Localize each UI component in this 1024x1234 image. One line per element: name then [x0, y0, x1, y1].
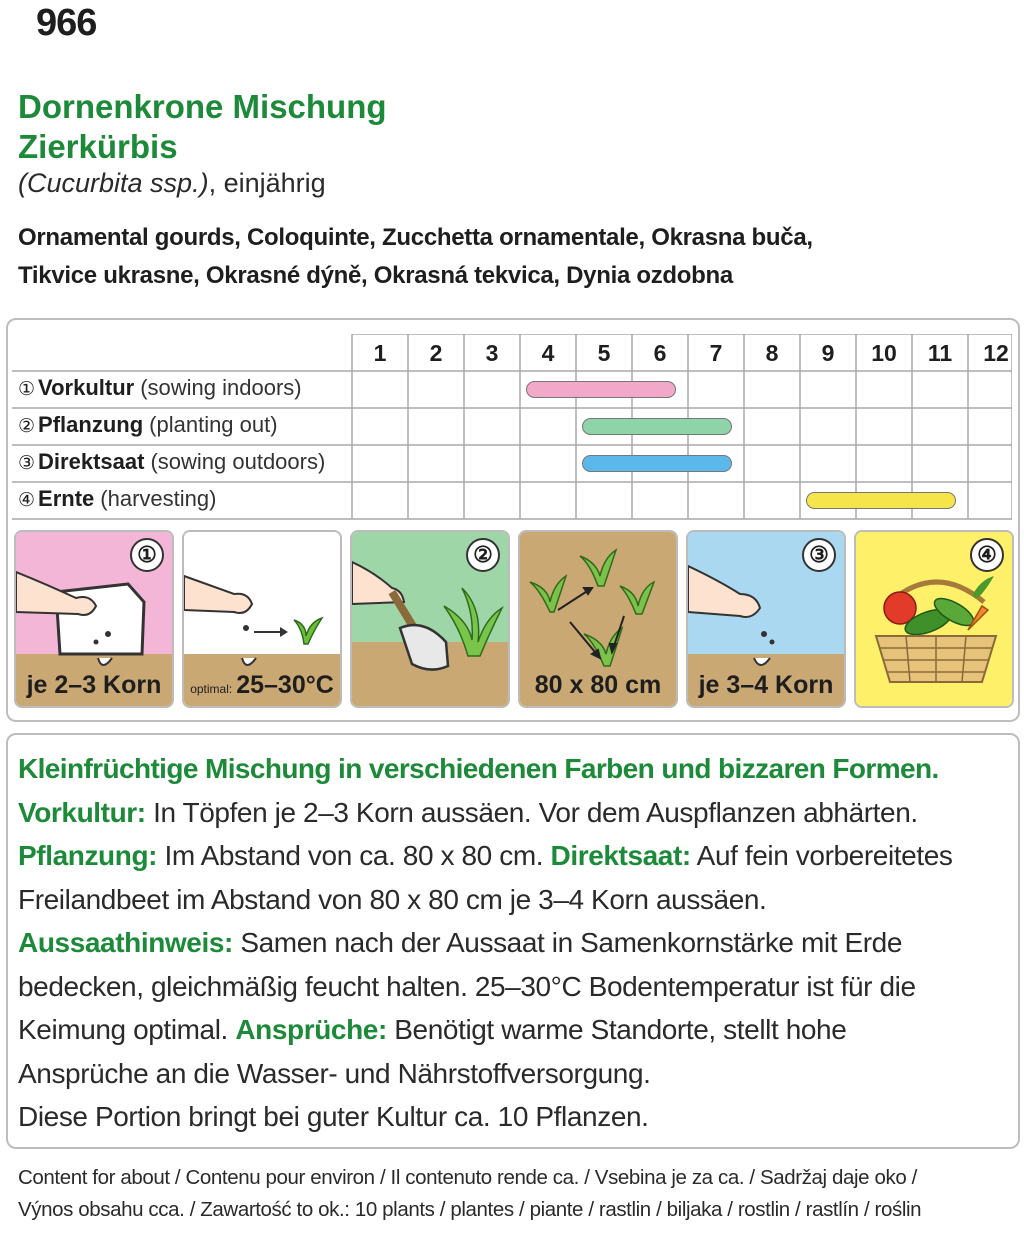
product-number: 966: [36, 2, 97, 44]
tile-harvest: [854, 530, 1014, 708]
tile-sowing-outdoors: [686, 530, 846, 708]
tile-sowing-indoors: [14, 530, 174, 708]
product-subtitle: Zierkürbis: [18, 128, 178, 165]
month-label-4: 4: [541, 340, 555, 366]
cultivation-instructions: [6, 733, 1020, 1149]
bar-vorkultur: [526, 381, 676, 398]
row-pflanzung: ② Pflanzung (planting out): [18, 412, 278, 437]
month-label-5: 5: [597, 340, 611, 366]
product-title: Dornenkrone Mischung: [18, 88, 387, 125]
tile-caption-seeds-per-hole: je 3–4 Korn: [698, 671, 834, 699]
content-note-line-1: Content for about / Contenu pour environ / Il contenuto rende ca. / Vsebina je za ca. / Sadržaj daje oko /: [18, 1166, 917, 1189]
month-label-2: 2: [429, 340, 443, 366]
tile-planting-out: [350, 530, 510, 708]
step-badge-4: ④: [970, 538, 1004, 572]
latin-name: (Cucurbita ssp.): [18, 168, 209, 198]
row-ernte: ④ Ernte (harvesting): [18, 486, 217, 511]
row-vorkultur: ① Vorkultur (sowing indoors): [18, 375, 302, 400]
bar-ernte: [806, 492, 956, 509]
step-badge-3: ③: [802, 538, 836, 572]
instruction-ansprueche-2: Ansprüche an die Wasser- und Nährstoffversorgung.: [18, 1057, 651, 1089]
sowing-calendar: [12, 334, 1012, 534]
month-label-11: 11: [927, 340, 953, 366]
variety-description: Kleinfrüchtige Mischung in verschiedenen Farben und bizzaren Formen.: [18, 753, 939, 784]
common-names-line-2: Tikvice ukrasne, Okrasné dýně, Okrasná tekvica, Dynia ozdobna: [18, 262, 733, 289]
month-label-3: 3: [485, 340, 499, 366]
content-note-line-2: Výnos obsahu cca. / Zawartość to ok.: 10 plants / plantes / piante / rastlin / biljaka / rostlin / rastlín / roślin: [18, 1198, 922, 1221]
month-label-1: 1: [373, 340, 387, 366]
step-badge-2: ②: [466, 538, 500, 572]
instruction-vorkultur: Vorkultur: In Töpfen je 2–3 Korn aussäen. Vor dem Auspflanzen abhärten.: [18, 796, 918, 828]
bar-direktsaat: [582, 455, 732, 472]
instruction-aussaat-2: bedecken, gleichmäßig feucht halten. 25–30°C Bodentemperatur ist für die: [18, 970, 916, 1002]
tile-spacing: [518, 530, 678, 708]
sowing-calendar-panel: [6, 318, 1020, 722]
latin-name-line: [18, 168, 326, 199]
month-label-12: 12: [983, 340, 1009, 366]
tile-caption-temperature: optimal: 25–30°C: [190, 671, 334, 699]
month-label-9: 9: [821, 340, 835, 366]
step-badge-1: ①: [130, 538, 164, 572]
row-direktsaat: ③ Direktsaat (sowing outdoors): [18, 449, 326, 474]
month-label-6: 6: [653, 340, 667, 366]
tile-caption-seeds-per-pot: je 2–3 Korn: [26, 671, 162, 699]
month-label-7: 7: [709, 340, 723, 366]
month-label-10: 10: [871, 340, 897, 366]
instruction-pflanzung: Pflanzung: Im Abstand von ca. 80 x 80 cm. Direktsaat: Auf fein vorbereitetes: [18, 840, 953, 871]
bar-pflanzung: [582, 418, 732, 435]
instruction-aussaat: Aussaathinweis: Samen nach der Aussaat in Samenkornstärke mit Erde: [18, 927, 903, 958]
common-names-line-1: Ornamental gourds, Coloquinte, Zucchetta ornamentale, Okrasna buča,: [18, 224, 813, 251]
tile-germination: [182, 530, 342, 708]
tile-caption-spacing: 80 x 80 cm: [534, 671, 662, 699]
portion-note: Diese Portion bringt bei guter Kultur ca. 10 Pflanzen.: [18, 1101, 649, 1132]
lifecycle: , einjährig: [208, 168, 326, 198]
instruction-direktsaat: Freilandbeet im Abstand von 80 x 80 cm je 3–4 Korn aussäen.: [18, 883, 767, 915]
month-label-8: 8: [765, 340, 779, 366]
instruction-ansprueche: Keimung optimal. Ansprüche: Benötigt warme Standorte, stellt hohe: [18, 1014, 847, 1045]
